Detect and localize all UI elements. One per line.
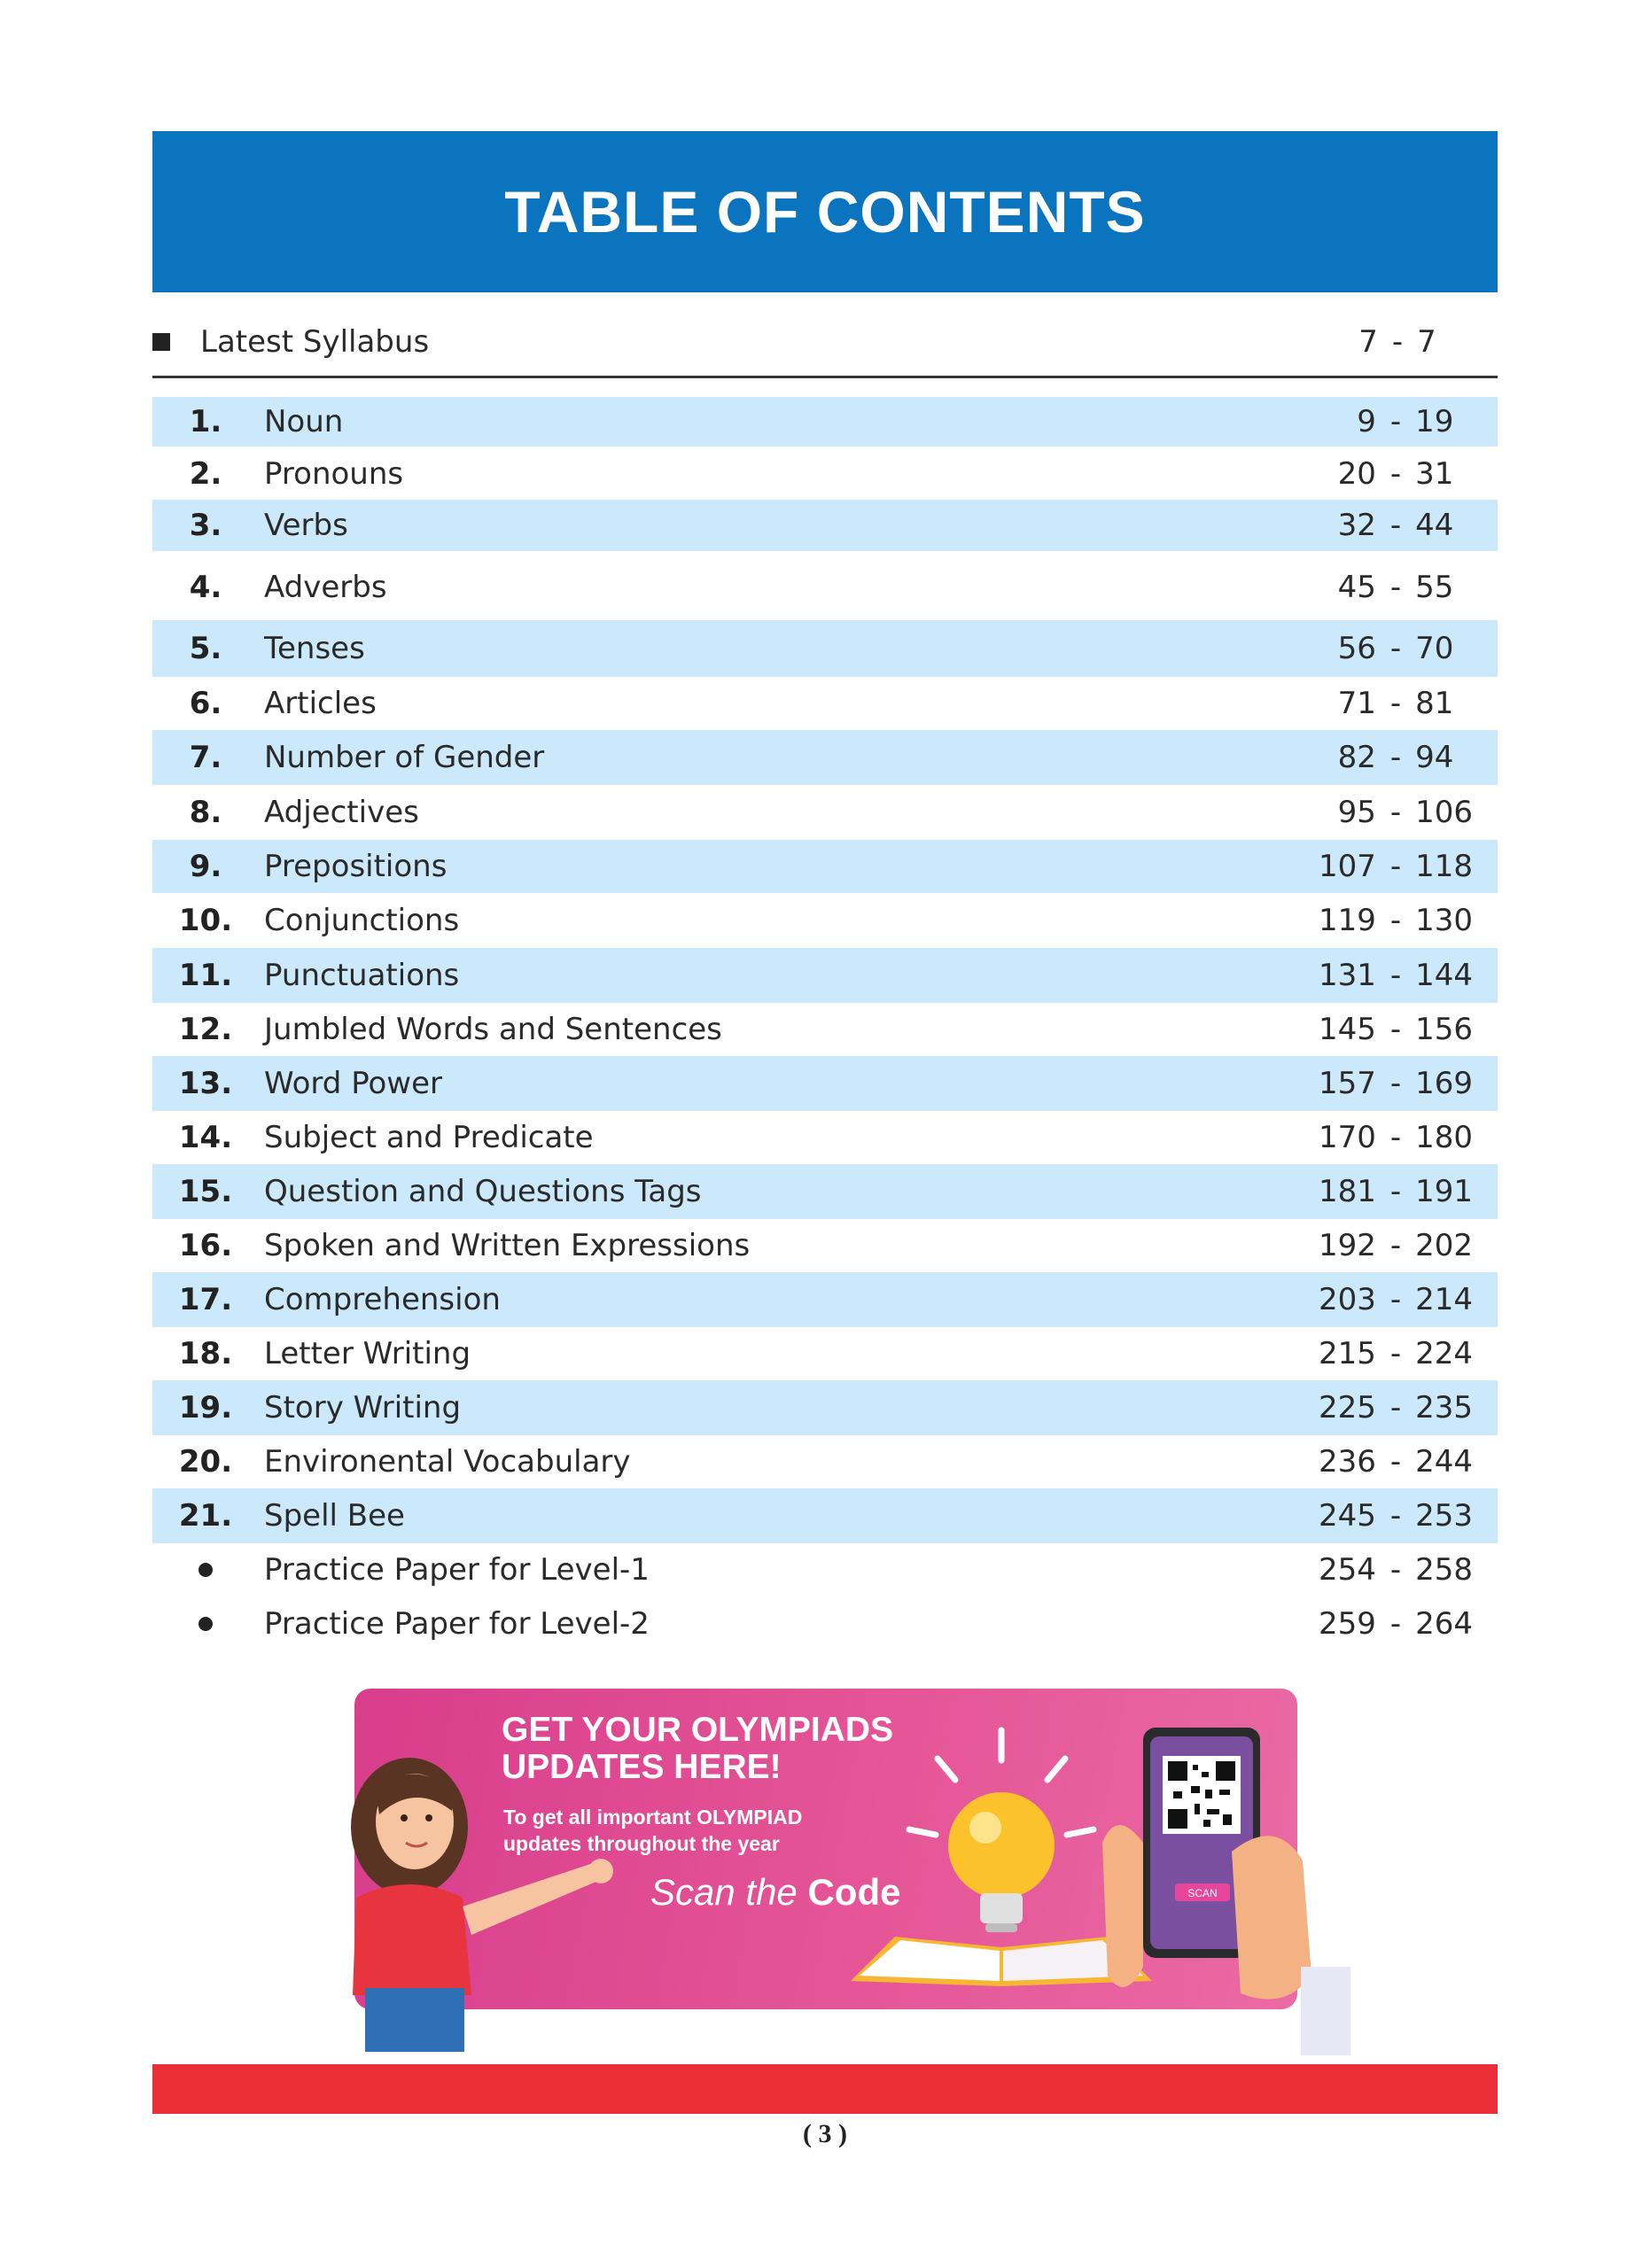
chapter-number: 11. bbox=[178, 958, 233, 993]
page-dash: - bbox=[1389, 1174, 1402, 1209]
toc-row[interactable] bbox=[152, 1219, 1498, 1272]
chapter-number: 17. bbox=[178, 1282, 233, 1317]
toc-row[interactable] bbox=[152, 1003, 1498, 1056]
chapter-title: Letter Writing bbox=[264, 1336, 471, 1371]
toc-row[interactable] bbox=[152, 1327, 1498, 1380]
toc-row[interactable] bbox=[152, 558, 1498, 617]
page-range bbox=[1303, 1003, 1489, 1056]
toc-row[interactable] bbox=[152, 500, 1498, 551]
page-dash: - bbox=[1389, 958, 1402, 993]
page-dash: - bbox=[1389, 1282, 1402, 1317]
page-range bbox=[1303, 840, 1489, 893]
page-from: 71 bbox=[1337, 686, 1376, 721]
page-to: 7 bbox=[1417, 324, 1436, 360]
page-dash: - bbox=[1389, 849, 1402, 884]
page-to: 258 bbox=[1415, 1552, 1474, 1588]
page-to: 94 bbox=[1415, 740, 1454, 775]
syllabus-row bbox=[152, 317, 1498, 367]
page-from: 20 bbox=[1337, 456, 1376, 492]
page-to: 81 bbox=[1415, 686, 1454, 721]
page-to: 156 bbox=[1415, 1012, 1474, 1047]
page-to: 70 bbox=[1415, 631, 1454, 666]
page-to: 180 bbox=[1415, 1120, 1474, 1155]
page-to: 191 bbox=[1415, 1174, 1474, 1209]
page-to: 235 bbox=[1415, 1390, 1474, 1425]
page-from: 107 bbox=[1318, 849, 1376, 884]
chapter-title: Adjectives bbox=[264, 795, 419, 830]
page-dash: - bbox=[1389, 570, 1402, 605]
page-range bbox=[1303, 1380, 1489, 1435]
toc-row[interactable] bbox=[152, 893, 1498, 948]
page-from: 236 bbox=[1318, 1444, 1376, 1480]
page-to: 44 bbox=[1415, 508, 1454, 543]
page-from: 119 bbox=[1318, 903, 1376, 938]
page-range bbox=[1303, 948, 1489, 1003]
page-from: 7 bbox=[1358, 324, 1378, 360]
page-to: 55 bbox=[1415, 570, 1454, 605]
syllabus-pages: 7 - 7 bbox=[1304, 317, 1490, 367]
toc-row[interactable] bbox=[152, 677, 1498, 730]
bullet-icon bbox=[198, 1617, 213, 1631]
page-dash: - bbox=[1389, 740, 1402, 775]
page-from: 181 bbox=[1318, 1174, 1376, 1209]
chapter-number: 13. bbox=[178, 1066, 233, 1101]
bullet-icon bbox=[198, 1563, 213, 1577]
page-dash: - bbox=[1389, 1228, 1402, 1263]
page-range bbox=[1303, 677, 1489, 730]
chapter-title: Environental Vocabulary bbox=[264, 1444, 631, 1480]
page-range bbox=[1303, 1543, 1489, 1596]
chapter-title: Punctuations bbox=[264, 958, 460, 993]
page-range bbox=[1303, 1219, 1489, 1272]
toc-row[interactable] bbox=[152, 785, 1498, 840]
chapter-number: 4. bbox=[189, 570, 222, 605]
page-range bbox=[1303, 1164, 1489, 1219]
chapter-title: Spell Bee bbox=[264, 1498, 405, 1534]
page-range bbox=[1303, 1056, 1489, 1111]
page-dash: - bbox=[1389, 903, 1402, 938]
chapter-number: 14. bbox=[178, 1120, 233, 1155]
page-from: 215 bbox=[1318, 1336, 1376, 1371]
chapter-title: Articles bbox=[264, 686, 377, 721]
chapter-title: Number of Gender bbox=[264, 740, 545, 775]
page-dash: - bbox=[1389, 686, 1402, 721]
page-range bbox=[1303, 1111, 1489, 1164]
toc-row[interactable] bbox=[152, 1543, 1498, 1596]
page-range bbox=[1303, 730, 1489, 785]
square-bullet-icon bbox=[152, 333, 170, 351]
syllabus-label: Latest Syllabus bbox=[200, 324, 430, 360]
page-to: 224 bbox=[1415, 1336, 1474, 1371]
page-range bbox=[1303, 1272, 1489, 1327]
toc-row[interactable] bbox=[152, 1596, 1498, 1651]
toc-row[interactable] bbox=[152, 1272, 1498, 1327]
page-range bbox=[1303, 1327, 1489, 1380]
page-from: 157 bbox=[1318, 1066, 1376, 1101]
toc-row[interactable] bbox=[152, 730, 1498, 785]
page-from: 259 bbox=[1318, 1606, 1376, 1642]
page-from: 45 bbox=[1337, 570, 1376, 605]
toc-row[interactable] bbox=[152, 1380, 1498, 1435]
chapter-number: 7. bbox=[189, 740, 222, 775]
page-dash: - bbox=[1389, 1552, 1402, 1588]
toc-row[interactable] bbox=[152, 1056, 1498, 1111]
page-range bbox=[1303, 893, 1489, 948]
chapter-title: Word Power bbox=[264, 1066, 442, 1101]
page-range bbox=[1303, 500, 1489, 551]
page-from: 245 bbox=[1318, 1498, 1376, 1534]
page-range bbox=[1303, 397, 1489, 447]
chapter-number: 8. bbox=[189, 795, 222, 830]
page-from: 192 bbox=[1318, 1228, 1376, 1263]
chapter-title: Subject and Predicate bbox=[264, 1120, 594, 1155]
chapter-number: 12. bbox=[178, 1012, 233, 1047]
page-from: 145 bbox=[1318, 1012, 1376, 1047]
page-from: 95 bbox=[1337, 795, 1376, 830]
chapter-number: 5. bbox=[189, 631, 222, 666]
toc-row[interactable] bbox=[152, 448, 1498, 500]
chapter-title: Verbs bbox=[264, 508, 348, 543]
toc-row[interactable] bbox=[152, 1435, 1498, 1488]
chapter-title: Conjunctions bbox=[264, 903, 460, 938]
page-from: 170 bbox=[1318, 1120, 1376, 1155]
page-range bbox=[1303, 620, 1489, 677]
chapter-title: Practice Paper for Level-1 bbox=[264, 1552, 650, 1588]
page-number: ( 3 ) bbox=[803, 2119, 847, 2148]
toc-row[interactable] bbox=[152, 1111, 1498, 1164]
lightbulb-icon bbox=[904, 1723, 1099, 1953]
chapter-number: 10. bbox=[178, 903, 233, 938]
chapter-title: Question and Questions Tags bbox=[264, 1174, 702, 1209]
toc-row[interactable] bbox=[152, 840, 1498, 893]
page-to: 130 bbox=[1415, 903, 1474, 938]
page-to: 244 bbox=[1415, 1444, 1474, 1480]
chapter-number: 1. bbox=[189, 404, 222, 439]
page-range bbox=[1303, 448, 1489, 500]
chapter-title: Story Writing bbox=[264, 1390, 462, 1425]
page-dash: - bbox=[1389, 456, 1402, 492]
page-from: 131 bbox=[1318, 958, 1376, 993]
page-dash: - bbox=[1389, 1498, 1402, 1534]
page-dash: - bbox=[1389, 1066, 1402, 1101]
chapter-number: 19. bbox=[178, 1390, 233, 1425]
page-range bbox=[1303, 558, 1489, 617]
page-to: 19 bbox=[1415, 404, 1454, 439]
page-to: 106 bbox=[1415, 795, 1474, 830]
banner-title: GET YOUR OLYMPIADS UPDATES HERE! bbox=[502, 1711, 894, 1786]
page-to: 253 bbox=[1415, 1498, 1474, 1534]
page-from: 56 bbox=[1337, 631, 1376, 666]
page-from: 82 bbox=[1337, 740, 1376, 775]
page-from: 203 bbox=[1318, 1282, 1376, 1317]
footer-bar bbox=[152, 2064, 1498, 2114]
page-dash: - bbox=[1389, 1120, 1402, 1155]
page-to: 169 bbox=[1415, 1066, 1474, 1101]
chapter-title: Jumbled Words and Sentences bbox=[264, 1012, 722, 1047]
page-from: 9 bbox=[1357, 404, 1376, 439]
chapter-title: Pronouns bbox=[264, 456, 404, 492]
page-from: 225 bbox=[1318, 1390, 1376, 1425]
toc-row[interactable] bbox=[152, 397, 1498, 447]
chapter-number: 18. bbox=[178, 1336, 233, 1371]
page-dash: - bbox=[1389, 508, 1402, 543]
page-dash: - bbox=[1389, 1336, 1402, 1371]
chapter-title: Noun bbox=[264, 404, 344, 439]
phone-qr-illustration bbox=[1099, 1710, 1365, 2055]
page-dash: - bbox=[1389, 404, 1402, 439]
chapter-number: 3. bbox=[189, 508, 222, 543]
page-to: 264 bbox=[1415, 1606, 1474, 1642]
toc-row[interactable] bbox=[152, 1164, 1498, 1219]
page-to: 118 bbox=[1415, 849, 1474, 884]
page-dash: - bbox=[1389, 631, 1402, 666]
page-dash: - bbox=[1389, 1444, 1402, 1480]
toc-row[interactable] bbox=[152, 620, 1498, 677]
chapter-title: Comprehension bbox=[264, 1282, 501, 1317]
girl-pointing-illustration bbox=[330, 1729, 649, 2052]
page-range bbox=[1303, 1596, 1489, 1651]
page-to: 144 bbox=[1415, 958, 1474, 993]
chapter-number: 2. bbox=[189, 456, 222, 492]
chapter-title: Spoken and Written Expressions bbox=[264, 1228, 751, 1263]
page-from: 32 bbox=[1337, 508, 1376, 543]
toc-row[interactable] bbox=[152, 948, 1498, 1003]
scan-the-code-text: Scan the Code bbox=[650, 1871, 901, 1913]
page-dash: - bbox=[1389, 1390, 1402, 1425]
chapter-title: Tenses bbox=[264, 631, 365, 666]
page-title: TABLE OF CONTENTS bbox=[504, 179, 1146, 245]
toc-header bbox=[152, 131, 1498, 292]
page-to: 214 bbox=[1415, 1282, 1474, 1317]
chapter-number: 15. bbox=[178, 1174, 233, 1209]
chapter-number: 9. bbox=[189, 849, 222, 884]
banner-subtitle: To get all important OLYMPIAD updates throughout the year bbox=[503, 1806, 803, 1855]
page-range bbox=[1303, 785, 1489, 840]
toc-row[interactable] bbox=[152, 1488, 1498, 1543]
chapter-title: Practice Paper for Level-2 bbox=[264, 1606, 650, 1642]
page-dash: - bbox=[1389, 795, 1402, 830]
scan-button-label: SCAN bbox=[1187, 1887, 1218, 1899]
page-dash: - bbox=[1389, 1012, 1402, 1047]
divider-line bbox=[152, 376, 1498, 378]
chapter-title: Adverbs bbox=[264, 570, 387, 605]
chapter-number: 21. bbox=[178, 1498, 233, 1534]
chapter-number: 6. bbox=[189, 686, 222, 721]
page-range bbox=[1303, 1488, 1489, 1543]
chapter-title: Prepositions bbox=[264, 849, 448, 884]
page-dash: - bbox=[1389, 1606, 1402, 1642]
chapter-number: 16. bbox=[178, 1228, 233, 1263]
page-from: 254 bbox=[1318, 1552, 1376, 1588]
chapter-number: 20. bbox=[178, 1444, 233, 1480]
page-range bbox=[1303, 1435, 1489, 1488]
page-to: 202 bbox=[1415, 1228, 1474, 1263]
page-to: 31 bbox=[1415, 456, 1454, 492]
